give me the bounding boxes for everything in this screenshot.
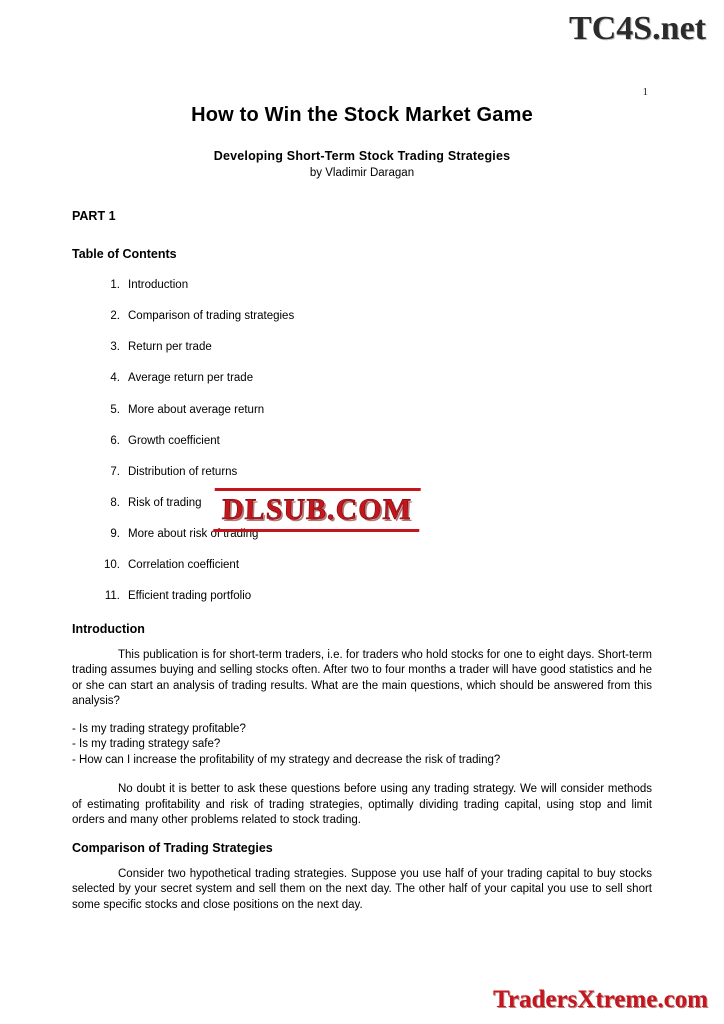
part-label: PART 1: [72, 209, 116, 223]
list-item: [94, 404, 652, 417]
page-title: How to Win the Stock Market Game: [191, 104, 533, 126]
list-item-number: 11.: [104, 590, 120, 603]
list-item-label: Distribution of returns: [128, 465, 238, 478]
list-item-number: 1.: [110, 279, 120, 291]
list-item: [94, 435, 652, 448]
list-item-number: 5.: [110, 403, 120, 416]
list-item-label: Average return per trade: [128, 372, 254, 385]
list-item: [94, 372, 652, 385]
comparison-paragraph-1: Consider two hypothetical trading strategies. Suppose you use half of your trading capital to buy stocks selected by your secret system and sell them on the next day. The other half of your capital you use to sell short some specific stocks and close positions on the next day.: [72, 867, 652, 911]
section-heading-introduction: Introduction: [72, 621, 145, 636]
list-item: [94, 590, 652, 603]
list-item-label: Growth coefficient: [128, 434, 220, 447]
list-item-label: More about average return: [128, 403, 265, 416]
list-item-number: 6.: [110, 434, 120, 447]
list-item-number: 4.: [110, 372, 120, 385]
page-number: 1: [642, 86, 648, 98]
list-item-label: Comparison of trading strategies: [128, 310, 295, 323]
list-item-label: Return per trade: [128, 341, 212, 354]
list-item-label: Correlation coefficient: [128, 559, 240, 572]
list-item: [94, 559, 652, 572]
question-item: - How can I increase the profitability of my strategy and decrease the risk of trading?: [72, 753, 501, 766]
question-item: - Is my trading strategy profitable?: [72, 722, 246, 735]
list-item-label: Risk of trading: [128, 496, 202, 509]
list-item-number: 3.: [110, 341, 120, 354]
table-of-contents-list: [72, 279, 652, 603]
watermark-top-right: TC4S.net: [569, 10, 706, 47]
section-heading-comparison: Comparison of Trading Strategies: [72, 840, 273, 855]
list-item: [94, 466, 652, 479]
list-item-label: More about risk of trading: [128, 528, 259, 541]
list-item: [94, 341, 652, 354]
list-item-number: 8.: [110, 496, 120, 509]
table-of-contents-heading: Table of Contents: [72, 247, 177, 261]
list-item-label: Introduction: [128, 279, 189, 291]
question-item: - Is my trading strategy safe?: [72, 738, 221, 751]
list-item-number: 7.: [110, 465, 120, 478]
list-item: [94, 310, 652, 323]
list-item: [94, 279, 652, 292]
introduction-paragraph-1: This publication is for short-term traders, i.e. for traders who hold stocks for one to eight days. Short-term trading assumes buying and selling stocks often. After two to four months a trader will have good statistics and he or she can start an analysis of trading results. What are the main questions, which should be answered from this analysis?: [72, 648, 652, 708]
list-item-number: 2.: [110, 310, 120, 323]
list-item-label: Efficient trading portfolio: [128, 590, 252, 603]
document-byline: by Vladimir Daragan: [309, 167, 415, 179]
introduction-questions: [72, 722, 652, 769]
document-subtitle: Developing Short-Term Stock Trading Strategies: [213, 149, 511, 163]
introduction-paragraph-2: No doubt it is better to ask these questions before using any trading strategy. We will consider methods of estimating profitability and risk of trading strategies, optimally dividing trading capital, using stop and limit orders and many other problems related to stock trading.: [72, 783, 652, 827]
watermark-center: DLSUB.COM: [213, 488, 420, 532]
list-item-number: 10.: [104, 559, 120, 572]
watermark-bottom-right: TradersXtreme.com: [493, 986, 708, 1013]
list-item-number: 9.: [110, 528, 120, 541]
